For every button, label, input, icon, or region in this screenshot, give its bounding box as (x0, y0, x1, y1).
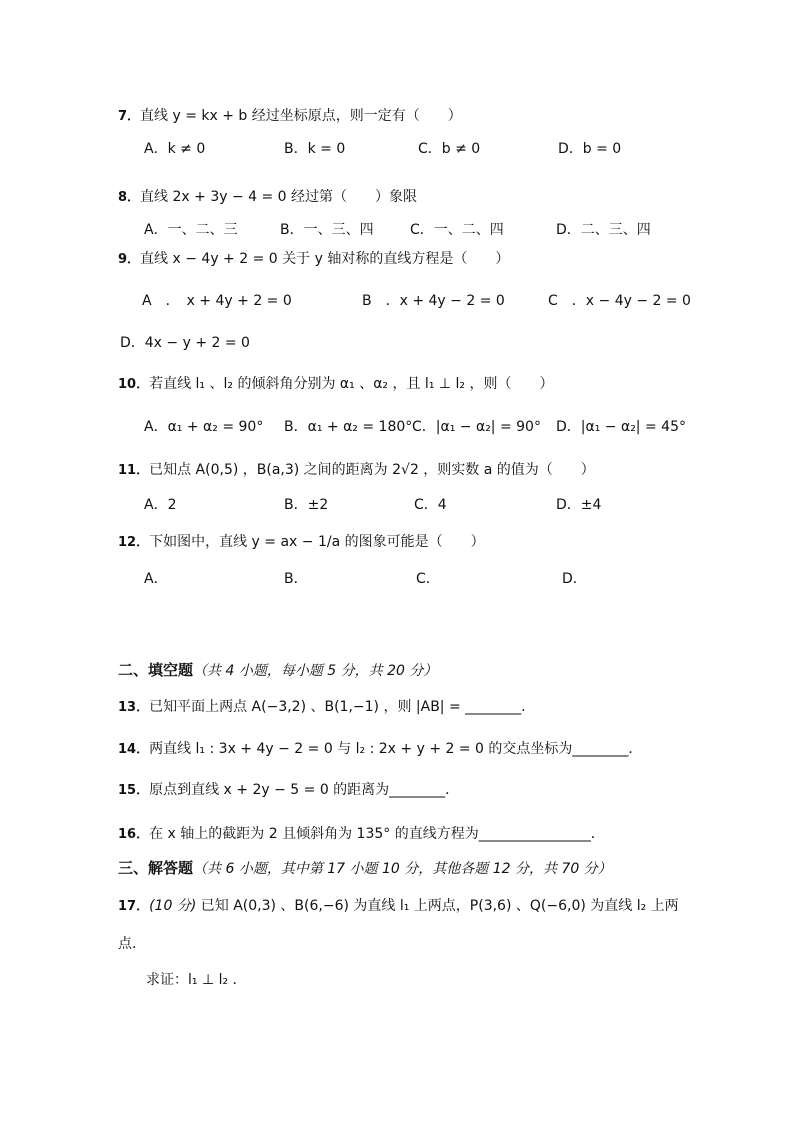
question-13 (118, 697, 535, 718)
question-12 (118, 532, 485, 553)
question-number: 13． (118, 700, 150, 715)
question-number: 12． (118, 535, 150, 550)
question-number: 9． (118, 252, 141, 267)
question-7 (118, 106, 462, 127)
question-number: 14． (118, 742, 150, 757)
option-d: D．|α₁ − α₂| = 45° (556, 419, 686, 435)
option-d: D．±4 (556, 497, 602, 513)
section-note: （共 6 小题，其中第 17 小题 10 分，其他各题 12 分，共 70 分） (193, 861, 612, 877)
question-number: 17． (118, 899, 150, 914)
question-16 (118, 824, 605, 845)
option-a: A．2 (144, 497, 177, 513)
option-d: D．4x − y + 2 = 0 (120, 335, 250, 351)
question-score: (10 分) (149, 898, 197, 914)
question-number: 10． (118, 377, 150, 392)
question-number: 16． (118, 827, 150, 842)
question-stem: 已知点 A(0,5) ，B(a,3) 之间的距离为 2√2 ，则实数 a 的值为（ ） (149, 462, 595, 478)
question-9 (118, 249, 509, 270)
section-heading-fill-in (118, 660, 437, 681)
option-c: C ．x − 4y − 2 = 0 (548, 293, 691, 309)
question-stem: 若直线 l₁ 、l₂ 的倾斜角分别为 α₁ 、α₂ ，且 l₁ ⊥ l₂ ，则（ ） (149, 376, 554, 392)
option-a: A ． x + 4y + 2 = 0 (142, 293, 292, 309)
option-d: D． (562, 571, 587, 587)
option-b: B．一、三、四 (280, 222, 374, 238)
option-b: B．±2 (284, 497, 329, 513)
question-stem: 原点到直线 x + 2y − 5 = 0 的距离为________． (149, 782, 460, 798)
question-17 (118, 896, 679, 917)
question-15 (118, 780, 459, 801)
question-stem: 两直线 l₁ : 3x + 4y − 2 = 0 与 l₂ : 2x + y + 2 = 0 的交点坐标为________． (149, 741, 643, 757)
option-a: A． (144, 571, 168, 587)
question-10 (118, 374, 553, 395)
question-14 (118, 739, 642, 760)
option-c: C． (416, 571, 440, 587)
option-c: C．一、二、四 (410, 222, 504, 238)
question-number: 7． (118, 109, 141, 124)
question-17-continuation: 点． (118, 936, 146, 952)
option-b: B． (284, 571, 308, 587)
question-stem: 已知 A(0,3) 、B(6,−6) 为直线 l₁ 上两点，P(3,6) 、Q(−6,0) 为直线 l₂ 上两 (200, 898, 679, 914)
question-stem: 在 x 轴上的截距为 2 且倾斜角为 135° 的直线方程为________________． (149, 826, 605, 842)
option-c: C．b ≠ 0 (418, 141, 481, 157)
option-a: A．一、二、三 (144, 222, 238, 238)
option-b: B．k = 0 (284, 141, 346, 157)
option-c: C．4 (414, 497, 447, 513)
question-11 (118, 460, 595, 481)
section-title: 二、填空题 (118, 661, 194, 679)
option-d: D．二、三、四 (556, 222, 651, 238)
question-stem: 下如图中，直线 y = ax − 1/a 的图象可能是（ ） (149, 534, 485, 550)
question-8 (118, 187, 417, 208)
question-stem: 已知平面上两点 A(−3,2) 、B(1,−1) ，则 |AB| = ________． (149, 699, 536, 715)
option-c: C．|α₁ − α₂| = 90° (412, 419, 541, 435)
question-stem: 直线 x − 4y + 2 = 0 关于 y 轴对称的直线方程是（ ） (140, 251, 510, 267)
section-heading-solutions (118, 858, 612, 879)
option-b: B．α₁ + α₂ = 180° (284, 419, 413, 435)
prove-statement: 求证：l₁ ⊥ l₂ ． (146, 972, 247, 988)
question-number: 11． (118, 463, 150, 478)
question-number: 15． (118, 783, 150, 798)
option-a: A．k ≠ 0 (144, 141, 206, 157)
section-title: 三、解答题 (118, 859, 194, 877)
question-number: 8． (118, 190, 141, 205)
option-a: A．α₁ + α₂ = 90° (144, 419, 264, 435)
section-note: （共 4 小题，每小题 5 分，共 20 分） (193, 663, 438, 679)
question-stem: 直线 y = kx + b 经过坐标原点，则一定有（ ） (140, 108, 462, 124)
option-b: B ．x + 4y − 2 = 0 (362, 293, 505, 309)
question-stem: 直线 2x + 3y − 4 = 0 经过第（ ）象限 (140, 189, 418, 205)
option-d: D．b = 0 (558, 141, 622, 157)
